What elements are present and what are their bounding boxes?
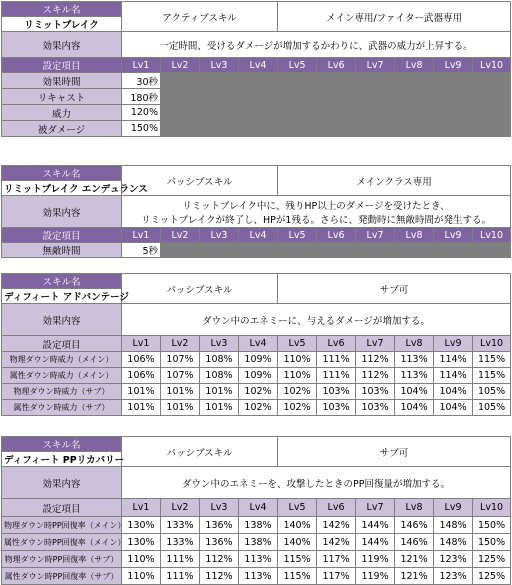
setting-header: 設定項目 (2, 58, 122, 73)
table-row (2, 400, 511, 416)
skill-name-header: スキル名 (2, 166, 122, 181)
value-cell: 140% (278, 534, 317, 551)
skill-type: パッシブスキル (122, 166, 278, 196)
value-cell: 180秒 (122, 89, 161, 105)
value-cell: 123% (434, 551, 473, 568)
value-cell: 102% (278, 400, 317, 416)
level-header: Lv1 (122, 499, 161, 517)
value-cell: 111% (317, 352, 356, 368)
value-cell: 106% (122, 368, 161, 384)
row-label: 物理ダウン時威力（メイン） (2, 352, 122, 368)
level-header: Lv2 (161, 336, 200, 352)
value-cell: 148% (434, 517, 473, 534)
value-cell: 150% (122, 121, 161, 137)
value-cell: 110% (278, 368, 317, 384)
value-cell: 108% (200, 352, 239, 368)
value-cell: 113% (395, 368, 434, 384)
value-cell: 113% (239, 568, 278, 585)
value-cell: 30秒 (122, 73, 161, 89)
skill-name-header: スキル名 (2, 437, 122, 452)
skill-table-defeat-pp-recovery (1, 436, 511, 585)
level-header: Lv3 (200, 499, 239, 517)
value-cell: 144% (356, 517, 395, 534)
value-cell: 110% (278, 352, 317, 368)
skill-name-header: スキル名 (2, 274, 122, 289)
level-header: Lv7 (356, 228, 395, 243)
value-cell: 113% (239, 551, 278, 568)
value-cell: 123% (434, 568, 473, 585)
value-cell: 110% (122, 551, 161, 568)
skill-name: ディフィート アドバンテージ (2, 289, 122, 304)
value-cell: 117% (317, 551, 356, 568)
skill-restriction: メイン専用/ファイター武器専用 (278, 2, 511, 32)
level-header: Lv6 (317, 228, 356, 243)
value-cell: 150% (473, 534, 511, 551)
value-cell: 101% (122, 400, 161, 416)
level-header: Lv2 (161, 499, 200, 517)
value-cell: 150% (473, 517, 511, 534)
row-label: 属性ダウン時威力（メイン） (2, 368, 122, 384)
value-cell: 125% (473, 551, 511, 568)
effect-text: ダウン中のエネミーを、攻撃したときのPP回復量が増加する。 (122, 467, 511, 499)
skill-name: リミットブレイク エンデュランス (2, 181, 122, 196)
setting-header: 設定項目 (2, 228, 122, 243)
value-cell: 108% (200, 368, 239, 384)
table-row (2, 89, 511, 105)
value-cell: 109% (239, 368, 278, 384)
level-header: Lv6 (317, 499, 356, 517)
value-cell: 144% (356, 534, 395, 551)
table-row (2, 105, 511, 121)
value-cell: 146% (395, 534, 434, 551)
value-cell: 119% (356, 551, 395, 568)
effect-header: 効果内容 (2, 196, 122, 228)
table-row (2, 384, 511, 400)
value-cell: 115% (278, 551, 317, 568)
row-label: 属性ダウン時PP回復率（メイン） (2, 534, 122, 551)
value-cell: 101% (161, 384, 200, 400)
effect-text: リミットブレイク中に、残りHP以上のダメージを受けたとき、 リミットブレイクが終了し、HPが1残る。さらに、発動時に無敵時間が発生する。 (122, 196, 511, 228)
row-label: 効果時間 (2, 73, 122, 89)
level-header: Lv1 (122, 58, 161, 73)
value-cell: 130% (122, 517, 161, 534)
effect-text: 一定時間、受けるダメージが増加するかわりに、武器の威力が上昇する。 (122, 32, 511, 58)
level-header: Lv4 (239, 228, 278, 243)
value-cell: 136% (200, 534, 239, 551)
table-row (2, 534, 511, 551)
level-header: Lv9 (434, 228, 473, 243)
value-cell: 111% (161, 568, 200, 585)
skill-name: リミットブレイク (2, 17, 122, 32)
skill-table-limit-break (1, 1, 511, 137)
level-header: Lv3 (200, 228, 239, 243)
row-label: 属性ダウン時PP回復率（サブ） (2, 568, 122, 585)
value-cell: 107% (161, 352, 200, 368)
level-header: Lv7 (356, 499, 395, 517)
level-header: Lv4 (239, 499, 278, 517)
effect-text: ダウン中のエネミーに、与えるダメージが増加する。 (122, 304, 511, 336)
value-cell: 106% (122, 352, 161, 368)
level-header: Lv8 (395, 228, 434, 243)
value-cell: 111% (317, 368, 356, 384)
value-cell: 121% (395, 551, 434, 568)
row-label: 無敵時間 (2, 243, 122, 258)
value-cell: 117% (317, 568, 356, 585)
level-header: Lv4 (239, 336, 278, 352)
level-header: Lv9 (434, 336, 473, 352)
value-cell: 105% (473, 384, 511, 400)
value-cell: 142% (317, 534, 356, 551)
setting-header: 設定項目 (2, 499, 122, 517)
table-row (2, 517, 511, 534)
level-header: Lv7 (356, 336, 395, 352)
table-row (2, 352, 511, 368)
value-cell: 138% (239, 517, 278, 534)
level-header: Lv10 (473, 499, 511, 517)
value-cell: 115% (473, 352, 511, 368)
skill-table-limit-break-endurance (1, 165, 511, 258)
value-cell: 112% (356, 368, 395, 384)
skill-restriction: サブ可 (278, 437, 511, 467)
row-label: 物理ダウン時PP回復率（サブ） (2, 551, 122, 568)
value-cell: 105% (473, 400, 511, 416)
value-cell: 140% (278, 517, 317, 534)
skill-type: アクティブスキル (122, 2, 278, 32)
value-cell: 112% (356, 352, 395, 368)
table-row (2, 243, 511, 258)
value-cell: 121% (395, 568, 434, 585)
value-cell: 104% (434, 400, 473, 416)
row-label: 威力 (2, 105, 122, 121)
value-cell: 107% (161, 368, 200, 384)
level-header: Lv8 (395, 58, 434, 73)
level-header: Lv8 (395, 499, 434, 517)
value-cell: 142% (317, 517, 356, 534)
value-cell: 133% (161, 517, 200, 534)
skill-name-header: スキル名 (2, 2, 122, 17)
level-header: Lv5 (278, 499, 317, 517)
value-cell: 101% (122, 384, 161, 400)
value-cell: 114% (434, 368, 473, 384)
effect-header: 効果内容 (2, 304, 122, 336)
table-row (2, 568, 511, 585)
skill-name: ディフィート PPリカバリー (2, 452, 122, 467)
value-cell: 138% (239, 534, 278, 551)
table-row (2, 551, 511, 568)
value-cell: 130% (122, 534, 161, 551)
value-cell: 125% (473, 568, 511, 585)
level-header: Lv5 (278, 336, 317, 352)
level-header: Lv6 (317, 336, 356, 352)
value-cell: 103% (356, 384, 395, 400)
level-header: Lv1 (122, 228, 161, 243)
level-header: Lv8 (395, 336, 434, 352)
value-cell: 101% (161, 400, 200, 416)
value-cell: 109% (239, 352, 278, 368)
value-cell: 5秒 (122, 243, 161, 258)
value-cell: 148% (434, 534, 473, 551)
level-header: Lv9 (434, 58, 473, 73)
value-cell: 136% (200, 517, 239, 534)
value-cell: 104% (395, 384, 434, 400)
effect-header: 効果内容 (2, 467, 122, 499)
skill-type: パッシブスキル (122, 274, 278, 304)
effect-header: 効果内容 (2, 32, 122, 58)
value-cell: 146% (395, 517, 434, 534)
value-cell: 115% (473, 368, 511, 384)
value-cell: 103% (356, 400, 395, 416)
value-cell: 120% (122, 105, 161, 121)
level-header: Lv7 (356, 58, 395, 73)
level-header: Lv5 (278, 58, 317, 73)
row-label: 物理ダウン時PP回復率（メイン） (2, 517, 122, 534)
row-label: 属性ダウン時威力（サブ） (2, 400, 122, 416)
row-label: 物理ダウン時威力（サブ） (2, 384, 122, 400)
value-cell: 104% (434, 384, 473, 400)
value-cell: 112% (200, 568, 239, 585)
value-cell: 111% (161, 551, 200, 568)
level-header: Lv3 (200, 58, 239, 73)
level-header: Lv3 (200, 336, 239, 352)
value-cell: 101% (200, 400, 239, 416)
value-cell: 101% (200, 384, 239, 400)
row-label: 被ダメージ (2, 121, 122, 137)
level-header: Lv4 (239, 58, 278, 73)
level-header: Lv2 (161, 58, 200, 73)
value-cell: 103% (317, 400, 356, 416)
level-header: Lv2 (161, 228, 200, 243)
value-cell: 115% (278, 568, 317, 585)
level-header: Lv10 (473, 336, 511, 352)
skill-restriction: メインクラス専用 (278, 166, 511, 196)
level-header: Lv9 (434, 499, 473, 517)
value-cell: 102% (239, 400, 278, 416)
level-header: Lv10 (473, 228, 511, 243)
skill-table-defeat-advantage (1, 273, 511, 416)
level-header: Lv10 (473, 58, 511, 73)
table-row (2, 73, 511, 89)
value-cell: 119% (356, 568, 395, 585)
value-cell: 102% (278, 384, 317, 400)
value-cell: 104% (395, 400, 434, 416)
value-cell: 133% (161, 534, 200, 551)
row-label: リキャスト (2, 89, 122, 105)
level-header: Lv1 (122, 336, 161, 352)
value-cell: 110% (122, 568, 161, 585)
setting-header: 設定項目 (2, 336, 122, 352)
value-cell: 102% (239, 384, 278, 400)
skill-type: パッシブスキル (122, 437, 278, 467)
table-row (2, 121, 511, 137)
value-cell: 113% (395, 352, 434, 368)
table-row (2, 368, 511, 384)
value-cell: 103% (317, 384, 356, 400)
value-cell: 114% (434, 352, 473, 368)
value-cell: 112% (200, 551, 239, 568)
level-header: Lv6 (317, 58, 356, 73)
skill-restriction: サブ可 (278, 274, 511, 304)
level-header: Lv5 (278, 228, 317, 243)
